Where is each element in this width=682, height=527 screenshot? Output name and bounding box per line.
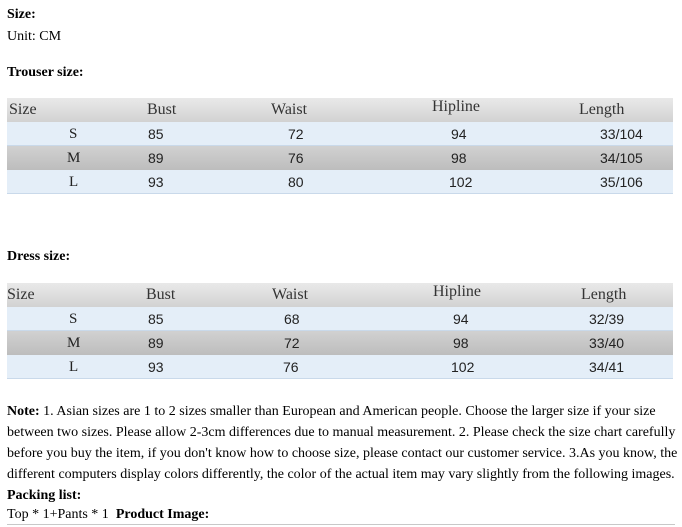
header-hipline: Hipline [432, 98, 480, 115]
length-value: 33/104 [600, 126, 643, 142]
hipline-value: 94 [453, 311, 469, 327]
header-size: Size [7, 286, 35, 303]
table-row [7, 307, 673, 331]
table-row [7, 146, 673, 170]
note-paragraph [7, 401, 679, 485]
bust-value: 85 [148, 311, 164, 327]
table-row [7, 331, 673, 355]
table-row [7, 355, 673, 379]
size-value: M [67, 150, 81, 166]
hipline-value: 102 [451, 359, 475, 375]
length-value: 33/40 [589, 335, 625, 351]
hipline-value: 98 [451, 150, 467, 166]
waist-value: 72 [288, 126, 304, 142]
note-label: Note: [7, 404, 40, 419]
size-value: S [69, 311, 78, 327]
hipline-value: 102 [449, 174, 473, 190]
waist-value: 76 [283, 359, 299, 375]
waist-value: 68 [284, 311, 300, 327]
size-value: M [67, 335, 81, 351]
table-row [7, 122, 673, 146]
waist-value: 76 [288, 150, 304, 166]
header-waist: Waist [272, 286, 309, 303]
length-value: 35/106 [600, 174, 643, 190]
waist-value: 80 [288, 174, 304, 190]
packing-contents-line [7, 505, 209, 525]
header-length: Length [581, 286, 627, 303]
bust-value: 85 [148, 126, 164, 142]
length-value: 34/41 [589, 359, 625, 375]
size-heading: Size: [7, 7, 36, 22]
header-size: Size [9, 101, 37, 118]
hipline-value: 98 [453, 335, 469, 351]
header-bust: Bust [147, 101, 177, 118]
header-bust: Bust [146, 286, 176, 303]
size-value: L [69, 359, 79, 375]
trouser-size-heading: Trouser size: [7, 65, 84, 80]
size-value: S [69, 126, 78, 142]
bust-value: 93 [148, 174, 164, 190]
hipline-value: 94 [451, 126, 467, 142]
bust-value: 89 [148, 335, 164, 351]
bust-value: 93 [148, 359, 164, 375]
header-hipline: Hipline [433, 283, 481, 300]
dress-header-row [7, 283, 673, 307]
unit-line: Unit: CM [7, 29, 62, 44]
size-value: L [69, 174, 79, 190]
header-length: Length [579, 101, 625, 118]
waist-value: 72 [284, 335, 300, 351]
length-value: 34/105 [600, 150, 643, 166]
packing-list-label: Packing list: [7, 488, 82, 503]
note-text: 1. Asian sizes are 1 to 2 sizes smaller than European and American people. Choose the larger size if your size between two sizes. Please allow 2-3cm differences due to manual measurement. 2. Please check the size chart carefully before you buy the item, if you don't know how to choose size, please contact our customer service. 3.As you know, the different computers display colors differently, the color of the actual item may vary slightly from the following images. [7, 404, 678, 482]
table-row [7, 170, 673, 194]
product-image-label: Product Image: [115, 507, 210, 522]
packing-contents: Top * 1+Pants * 1 [7, 507, 109, 522]
dress-size-heading: Dress size: [7, 249, 71, 264]
header-waist: Waist [271, 101, 308, 118]
trouser-header-row [7, 98, 673, 122]
length-value: 32/39 [589, 311, 625, 327]
bust-value: 89 [148, 150, 164, 166]
footer-divider [7, 524, 675, 525]
